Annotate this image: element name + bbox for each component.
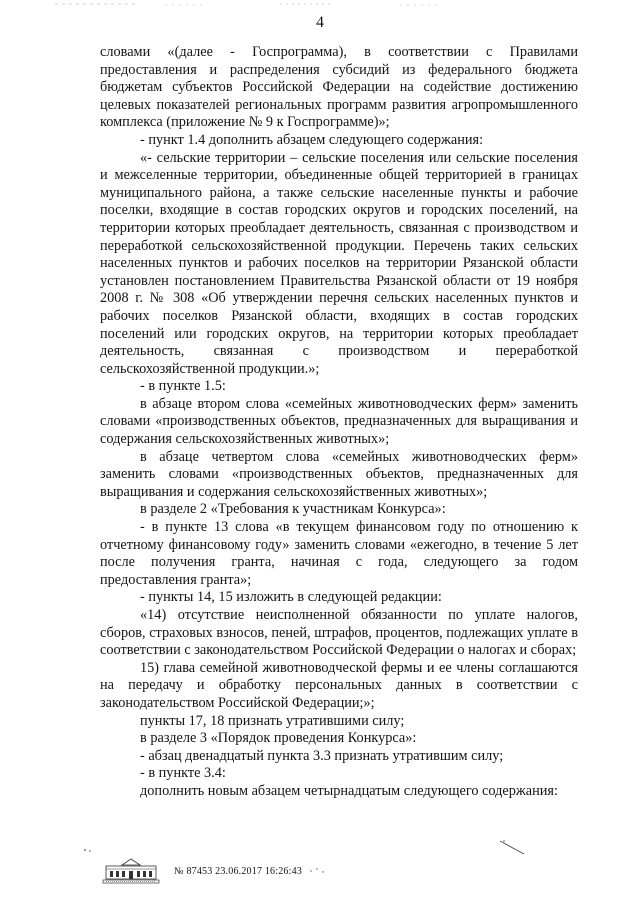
paragraph: - в пункте 13 слова «в текущем финансовом году по отношению к отчетному финансовому году» заменить словами «ежегодно, в течение 5 лет после получения гранта, начиная с года, следующего за годом предоставления гранта»; [100,519,578,588]
paragraph: дополнить новым абзацем четырнадцатым следующего содержания: [140,782,558,799]
footer-registration: № 87453 23.06.2017 16:26:43 [174,866,302,877]
paragraph: в разделе 3 «Порядок проведения Конкурса»: [140,730,417,747]
scan-mark-footer [308,866,330,876]
scan-artifacts-top [0,0,640,12]
building-stamp-icon [100,857,162,887]
paragraph: - в пункте 1.5: [140,378,226,395]
paragraph: - пункт 1.4 дополнить абзацем следующего содержания: [140,131,484,148]
scan-mark-left [82,846,98,856]
paragraph: 15) глава семейной животноводческой фермы и ее члены соглашаются на передачу и обработку персональных данных в соответствии с законодательством Российской Федерации;»; [100,659,578,711]
paragraph: в разделе 2 «Требования к участникам Конкурса»: [140,501,446,518]
document-body [100,44,578,801]
paragraph: - абзац двенадцатый пункта 3.3 признать утратившим силу; [140,747,504,764]
paragraph: - в пункте 3.4: [140,765,226,782]
paragraph: в абзаце втором слова «семейных животноводческих ферм» заменить словами «производственных объектов, предназначенных для выращивания и содержания сельскохозяйственных животных»; [100,395,578,448]
paragraph: «- сельские территории – сельские поселения или сельские поселения и межселенные территории, объединенные общей территорией в границах муниципального района, а также сельские населенные пункты и рабочие поселки, входящие в состав городских округов и городских поселений, на территории которых преобладает деятельность, связанная с производством и переработкой сельскохозяйственной продукции. Перечень таких сельских населенных пунктов и рабочих поселков на территории Рязанской области установлен постановлением Правительства Рязанской области от 19 ноября 2008 г. № 308 «Об утверждении перечня сельских населенных пунктов и рабочих поселков Рязанской области, входящих в состав городских поселений или городских округов, на территории которых преобладает деятельность, связанная с производством и переработкой сельскохозяйственной продукции.»; [100,149,578,377]
paragraph: словами «(далее - Госпрограмма), в соответствии с Правилами предоставления и распределения субсидий из федерального бюджета бюджетам субъектов Российской Федерации на содействие достижению целевых показателей региональных программ развития агропромышленного комплекса (приложение № 9 к Госпрограмме)»; [100,44,578,131]
page-number: 4 [316,14,324,31]
footer [100,857,400,887]
paragraph: пункты 17, 18 признать утратившими силу; [140,712,405,729]
paragraph: «14) отсутствие неисполненной обязанности по уплате налогов, сборов, страховых взносов, пеней, штрафов, процентов, подлежащих уплате в соответствии с законодательством Российской Федерации о налогах и сборах; [100,607,578,659]
paragraph: - пункты 14, 15 изложить в следующей редакции: [140,589,442,606]
scan-mark-right [498,838,528,858]
paragraph: в абзаце четвертом слова «семейных животноводческих ферм» заменить словами «производственных объектов, предназначенных для выращивания и содержания сельскохозяйственных животных»; [100,448,578,500]
